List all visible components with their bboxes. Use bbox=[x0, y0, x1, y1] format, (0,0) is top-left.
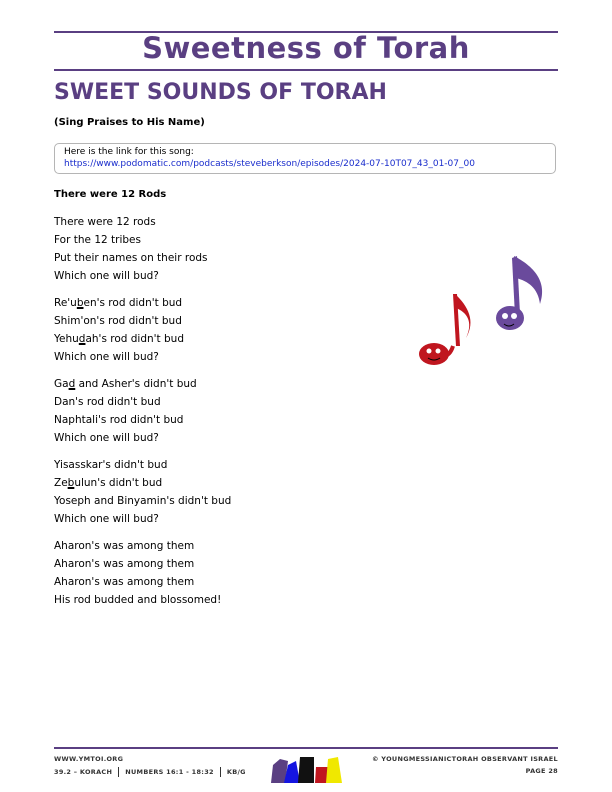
underlined-letter: b bbox=[67, 477, 75, 489]
link-label: Here is the link for this song: bbox=[64, 147, 194, 157]
stanza bbox=[54, 456, 231, 528]
stanza bbox=[54, 375, 231, 447]
footer-portion: 39.2 – KORACH bbox=[54, 768, 113, 776]
lyric-text: Naphtali's rod didn't bud bbox=[54, 414, 184, 426]
lyric-line bbox=[54, 537, 231, 555]
underlined-letter: d bbox=[78, 333, 86, 345]
music-notes-illustration bbox=[408, 246, 558, 376]
lyric-text: Yoseph and Binyamin's didn't bud bbox=[54, 495, 232, 507]
lyrics bbox=[54, 213, 231, 618]
subheading: (Sing Praises to His Name) bbox=[54, 117, 205, 128]
lyric-line bbox=[54, 294, 231, 312]
lyric-line bbox=[54, 555, 231, 573]
underlined-letter: b bbox=[76, 297, 84, 309]
lyric-text: ah's rod didn't bud bbox=[85, 333, 184, 345]
lyric-line bbox=[54, 312, 231, 330]
lyric-text: Shim'on's rod didn't bud bbox=[54, 315, 182, 327]
lyric-text: His rod budded and blossomed! bbox=[54, 594, 222, 606]
link-box bbox=[54, 143, 556, 174]
lyric-line bbox=[54, 429, 231, 447]
lyric-line bbox=[54, 249, 231, 267]
lyric-text: Which one will bud? bbox=[54, 432, 159, 444]
lyric-line bbox=[54, 375, 231, 393]
footer-info bbox=[54, 767, 246, 777]
lyric-text: Which one will bud? bbox=[54, 513, 159, 525]
lyric-text: and Asher's didn't bud bbox=[75, 378, 197, 390]
lyric-text: Put their names on their rods bbox=[54, 252, 208, 264]
lyric-line bbox=[54, 267, 231, 285]
lyric-line bbox=[54, 348, 231, 366]
lyric-text: There were 12 rods bbox=[54, 216, 156, 228]
lyric-line bbox=[54, 591, 231, 609]
lyric-text: ulun's didn't bud bbox=[74, 477, 163, 489]
lyric-line bbox=[54, 411, 231, 429]
footer-logo-figures bbox=[268, 751, 348, 785]
lyric-line bbox=[54, 231, 231, 249]
lyric-line bbox=[54, 456, 231, 474]
lyric-line bbox=[54, 393, 231, 411]
lyric-text: Aharon's was among them bbox=[54, 576, 195, 588]
lyric-line bbox=[54, 213, 231, 231]
footer-copyright: © YOUNGMESSIANICTORAH OBSERVANT ISRAEL bbox=[371, 755, 558, 763]
lyric-text: For the 12 tribes bbox=[54, 234, 141, 246]
section-heading: SWEET SOUNDS OF TORAH bbox=[54, 80, 387, 105]
lyric-text: Aharon's was among them bbox=[54, 540, 195, 552]
red-note-icon bbox=[419, 294, 470, 365]
song-link[interactable]: https://www.podomatic.com/podcasts/steveberkson/episodes/2024-07-10T07_43_01-07_00 bbox=[64, 159, 475, 169]
lyric-text: Yehu bbox=[54, 333, 79, 345]
footer-page-number: PAGE 28 bbox=[525, 767, 558, 775]
stanza bbox=[54, 213, 231, 285]
divider bbox=[220, 767, 221, 777]
lyric-line bbox=[54, 330, 231, 348]
lyric-text: Yisasskar's didn't bud bbox=[54, 459, 168, 471]
page-title: Sweetness of Torah bbox=[142, 31, 470, 65]
underlined-letter: d bbox=[68, 378, 76, 390]
stanza bbox=[54, 537, 231, 609]
footer-reference: NUMBERS 16:1 - 18:32 bbox=[125, 768, 214, 776]
stanza bbox=[54, 294, 231, 366]
title-rule bbox=[54, 69, 558, 71]
lyric-text: Re'u bbox=[54, 297, 77, 309]
lyric-line bbox=[54, 510, 231, 528]
lyric-text: Dan's rod didn't bud bbox=[54, 396, 161, 408]
footer-grade: KB/G bbox=[226, 768, 246, 776]
song-title: There were 12 Rods bbox=[54, 189, 167, 200]
lyric-line bbox=[54, 573, 231, 591]
purple-note-icon bbox=[496, 256, 542, 330]
lyric-text: Aharon's was among them bbox=[54, 558, 195, 570]
lyric-text: Ga bbox=[54, 378, 69, 390]
lyric-line bbox=[54, 492, 231, 510]
footer-site: WWW.YMTOI.ORG bbox=[54, 755, 124, 763]
lyric-text: en's rod didn't bud bbox=[83, 297, 183, 309]
lyric-text: Ze bbox=[54, 477, 68, 489]
lyric-text: Which one will bud? bbox=[54, 270, 159, 282]
lyric-text: Which one will bud? bbox=[54, 351, 159, 363]
lyric-line bbox=[54, 474, 231, 492]
footer-rule bbox=[54, 747, 558, 749]
divider bbox=[118, 767, 119, 777]
